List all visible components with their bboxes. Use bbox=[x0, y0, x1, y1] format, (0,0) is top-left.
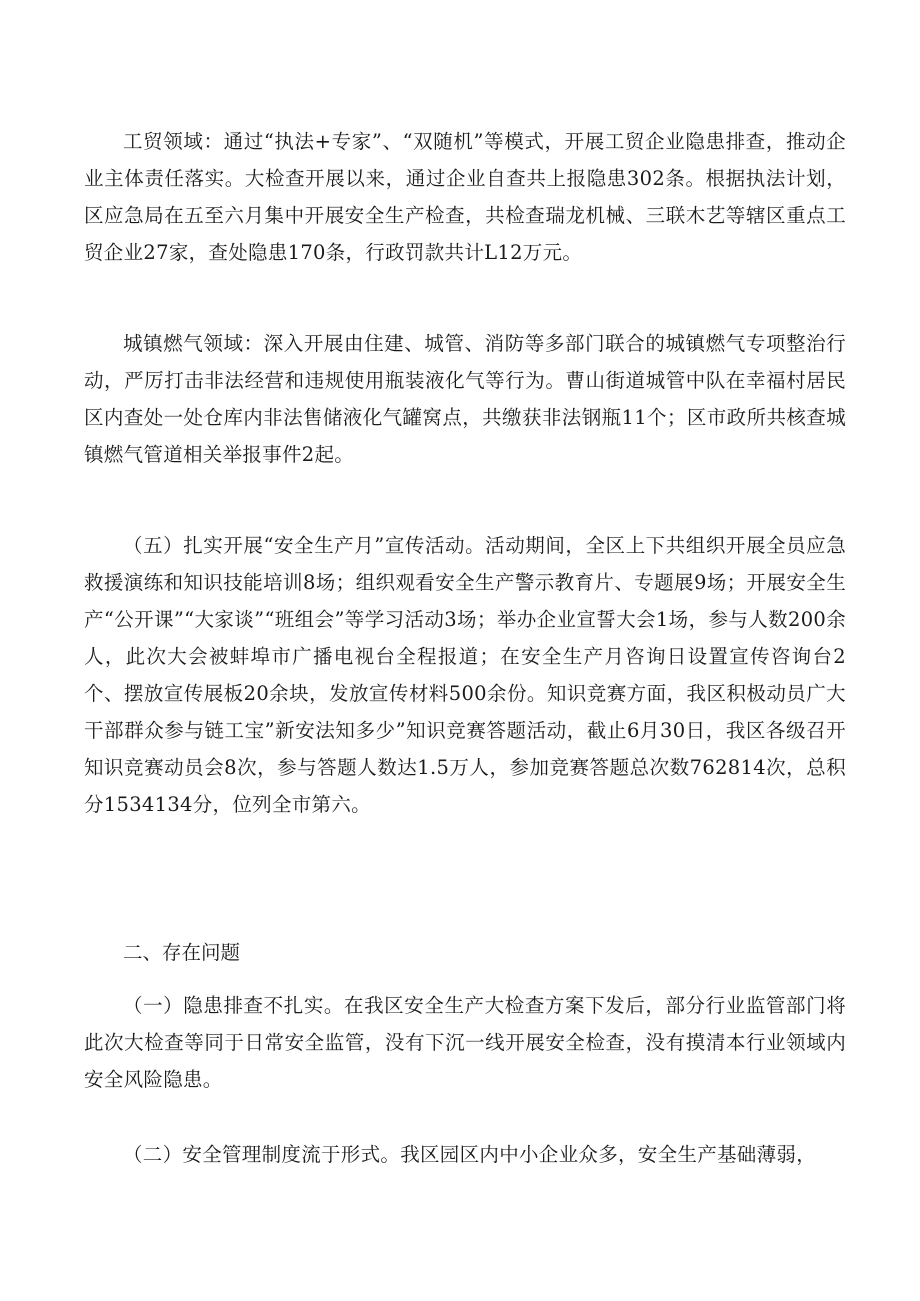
paragraph-issue-two: （二）安全管理制度流于形式。我区园区内中小企业众多，安全生产基础薄弱， bbox=[123, 1143, 817, 1166]
paragraph-issue-one: （一）隐患排查不扎实。在我区安全生产大检查方案下发后，部分行业监管部门将此次大检查等同于日常安全监管，没有下沉一线开展安全检查，没有摸清本行业领域内安全风险隐患。 bbox=[84, 994, 846, 1091]
paragraph-industry-trade: 工贸领域：通过“执法+专家”、“双随机”等模式，开展工贸企业隐患排查，推动企业主体责任落实。大检查开展以来，通过企业自查共上报隐患302条。根据执法计划，区应急局在五至六月集中开展安全生产检查，共检查瑞龙机械、三联木艺等辖区重点工贸企业27家，查处隐患170条，行政罚款共计L12万元。 bbox=[84, 130, 846, 264]
paragraph-safety-month: （五）扎实开展“安全生产月”宣传活动。活动期间，全区上下共组织开展全员应急救援演练和知识技能培训8场；组织观看安全生产警示教育片、专题展9场；开展安全生产“公开课”“大家谈”“班组会”等学习活动3场；举办企业宣誓大会1场，参与人数200余人，此次大会被蚌埠市广播电视台全程报道；在安全生产月咨询日设置宣传咨询台2个、摆放宣传展板20余块，发放宣传材料500余份。知识竞赛方面，我区积极动员广大干部群众参与链工宝”新安法知多少”知识竞赛答题活动，截止6月30日，我区各级召开知识竞赛动员会8次，参与答题人数达1.5万人，参加竞赛答题总次数762814次，总积分1534134分，位列全市第六。 bbox=[84, 534, 846, 816]
section-heading: 二、存在问题 bbox=[123, 941, 241, 964]
paragraph-town-gas: 城镇燃气领域：深入开展由住建、城管、消防等多部门联合的城镇燃气专项整治行动，严厉打击非法经营和违规使用瓶装液化气等行为。曹山街道城管中队在幸福村居民区内查处一处仓库内非法售储液化气罐窝点，共缴获非法钢瓶11个；区市政所共核查城镇燃气管道相关举报事件2起。 bbox=[84, 332, 846, 466]
